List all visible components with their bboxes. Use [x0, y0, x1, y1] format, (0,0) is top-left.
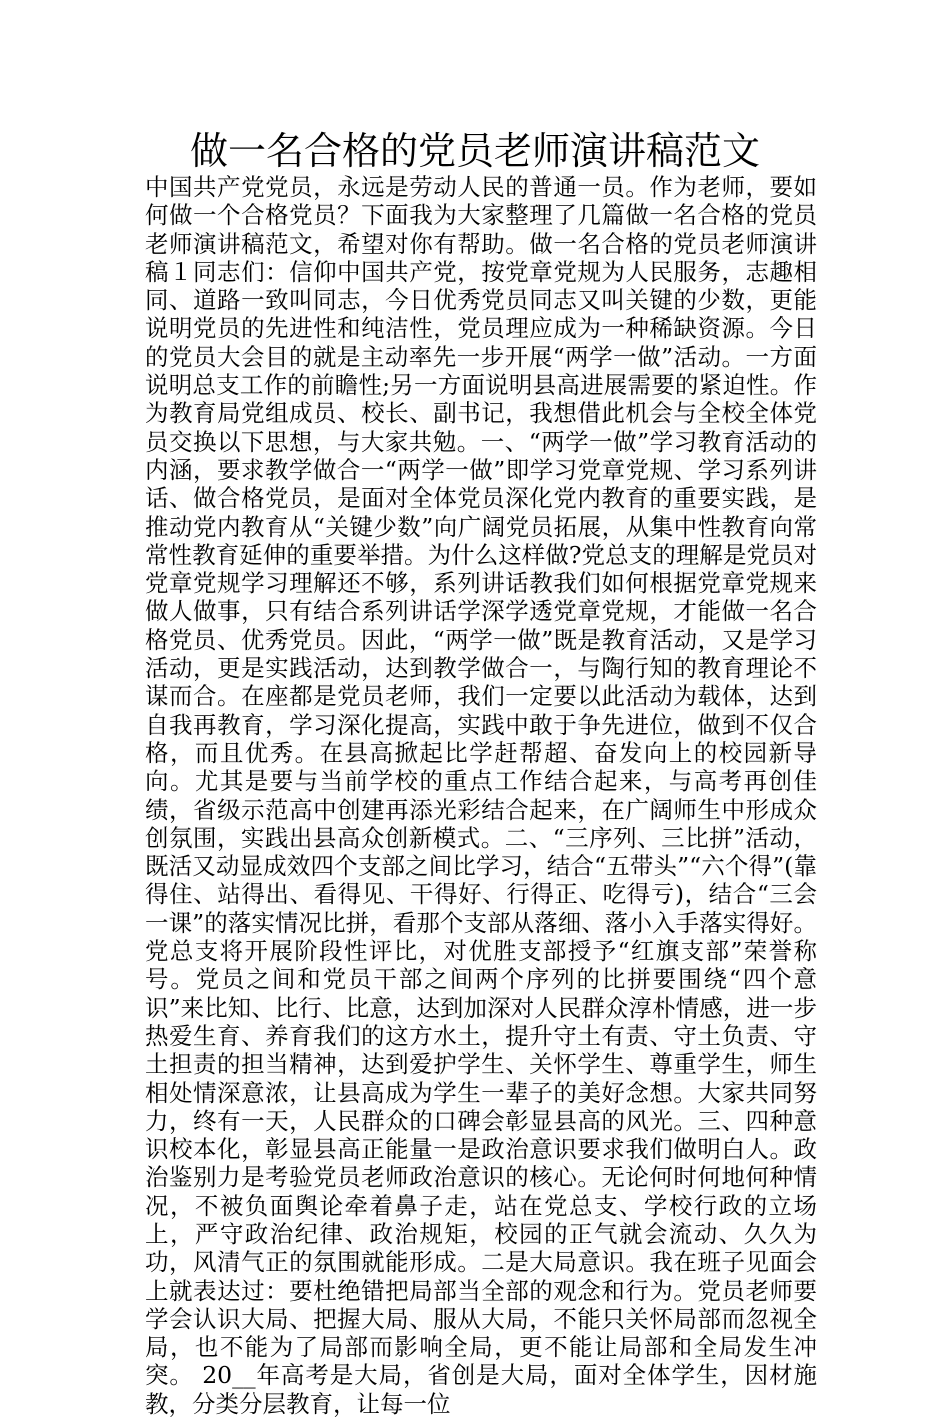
document-title: 做一名合格的党员老师演讲稿范文 [189, 129, 760, 173]
document-body-text: 中国共产党党员，永远是劳动人民的普通一员。作为老师，要如何做一个合格党员？下面我为大家整理了几篇做一名合格的党员老师演讲稿范文，希望对你有帮助。做一名合格的党员老师演讲稿１同志们：信仰中国共产党，按党章党规为人民服务，志趣相同、道路一致叫同志，今日优秀党员同志又叫关键的少数，更能说明党员的先进性和纯洁性，党员理应成为一种稀缺资源。今日的党员大会目的就是主动率先一步开展“两学一做”活动。一方面说明总支工作的前瞻性;另一方面说明县高进展需要的紧迫性。作为教育局党组成员、校长、副书记，我想借此机会与全校全体党员交换以下思想，与大家共勉。一、“两学一做”学习教育活动的内涵，要求教学做合一“两学一做”即学习党章党规、学习系列讲话、做合格党员，是面对全体党员深化党内教育的重要实践，是推动党内教育从“关键少数”向广阔党员拓展，从集中性教育向常常性教育延伸的重要举措。为什么这样做?党总支的理解是党员对党章党规学习理解还不够，系列讲话教我们如何根据党章党规来做人做事，只有结合系列讲话学深学透党章党规，才能做一名合格党员、优秀党员。因此，“两学一做”既是教育活动，又是学习活动，更是实践活动，达到教学做合一，与陶行知的教育理论不谋而合。在座都是党员老师，我们一定要以此活动为载体，达到自我再教育，学习深化提高，实践中敢于争先进位，做到不仅合格，而且优秀。在县高掀起比学赶帮超、奋发向上的校园新导向。尤其是要与当前学校的重点工作结合起来，与高考再创佳绩，省级示范高中创建再添光彩结合起来，在广阔师生中形成众创氛围，实践出县高众创新模式。二、“三序列、三比拼”活动，既活又动显成效四个支部之间比学习，结合“五带头”“六个得”(靠得住、站得出、看得见、干得好、行得正、吃得亏)，结合“三会一课”的落实情况比拼，看那个支部从落细、落小入手落实得好。党总支将开展阶段性评比，对优胜支部授予“红旗支部”荣誉称号。党员之间和党员干部之间两个序列的比拼要围绕“四个意识”来比知、比行、比意，达到加深对人民群众淳朴情感，进一步热爱生育、养育我们的这方水土，提升守土有责、守土负责、守土担责的担当精神，达到爱护学生、关怀学生、尊重学生，师生相处情深意浓，让县高成为学生一辈子的美好念想。大家共同努力，终有一天，人民群众的口碑会彰显县高的风光。三、四种意识校本化，彰显县高正能量一是政治意识要求我们做明白人。政治鉴别力是考验党员老师政治意识的核心。无论何时何地何种情况，不被负面舆论牵着鼻子走，站在党总支、学校行政的立场上，严守政治纪律、政治规矩，校园的正气就会流动、久久为功，风清气正的氛围就能形成。二是大局意识。我在班子见面会上就表达过：要杜绝错把局部当全部的观念和行为。党员老师要学会认识大局、把握大局、服从大局，不能只关怀局部而忽视全局，也不能为了局部而影响全局，更不能让局部和全局发生冲突。 20__年高考是大局，省创是大局，面对全体学生，因材施教，分类分层教育，让每一位 [145, 173, 817, 1418]
